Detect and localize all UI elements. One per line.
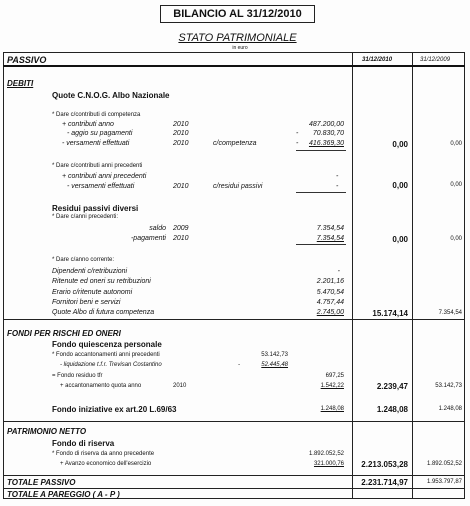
list-item: - versamenti effettuati bbox=[62, 140, 130, 147]
corrente-total: 15.174,14 bbox=[372, 309, 408, 318]
section-line-fondi bbox=[3, 319, 465, 320]
list-item: * Fondo di riserva da anno precedente bbox=[52, 451, 155, 457]
cnog-comp-prev: 0,00 bbox=[450, 141, 462, 147]
list-item: - versamenti effettuati bbox=[67, 183, 135, 190]
cnog-prec-header: * Dare c/contributi anni precedenti bbox=[52, 163, 143, 169]
list-item: 2010 bbox=[173, 130, 189, 137]
list-item: 2010 bbox=[173, 383, 187, 389]
list-item: c/competenza bbox=[213, 140, 257, 147]
totale-passivo-label: TOTALE PASSIVO bbox=[7, 478, 76, 487]
patrimonio-heading: PATRIMONIO NETTO bbox=[7, 427, 87, 436]
subtotal-underline bbox=[296, 192, 346, 193]
list-item: 2.745,00 bbox=[316, 309, 344, 316]
riserva-total: 2.213.053,28 bbox=[361, 460, 408, 469]
header-row-line bbox=[3, 65, 465, 67]
cnog-comp-total: 0,00 bbox=[392, 140, 408, 149]
list-item: + contributi anni precedenti bbox=[62, 173, 147, 180]
list-item: 2010 bbox=[173, 235, 189, 242]
statement-subtitle: STATO PATRIMONIALE bbox=[178, 32, 297, 44]
list-item: - liquidazione t.f.r. Trevisan Costantino bbox=[60, 362, 162, 368]
riserva-prev: 1.892.052,52 bbox=[426, 461, 462, 467]
cnog-comp-header: * Dare c/contributi di competenza bbox=[52, 112, 141, 118]
list-item: - bbox=[296, 140, 299, 147]
unit-label: in euro bbox=[232, 45, 248, 51]
list-item: * Fondo accantonamenti anni precedenti bbox=[52, 352, 160, 358]
column-header-previous: 31/12/2009 bbox=[420, 57, 451, 63]
subtotal-underline bbox=[296, 244, 346, 245]
list-item: -pagamenti bbox=[130, 235, 166, 242]
list-item: 5.470,54 bbox=[316, 289, 344, 296]
list-item: 2010 bbox=[173, 121, 189, 128]
list-item: 697,25 bbox=[325, 373, 344, 379]
list-item: 53.142,73 bbox=[261, 352, 288, 358]
quiescenza-total: 2.239,47 bbox=[376, 382, 408, 391]
cnog-prec-prev: 0,00 bbox=[450, 182, 462, 188]
list-item: - bbox=[337, 268, 340, 275]
list-item: - aggio su pagamenti bbox=[67, 130, 133, 137]
diversi-prev: 0,00 bbox=[450, 236, 462, 242]
quiescenza-prev: 53.142,73 bbox=[435, 383, 462, 389]
diversi-header: * Dare c/anni precedenti: bbox=[52, 214, 119, 220]
total-line-top bbox=[3, 475, 465, 476]
list-item: 7.354,54 bbox=[316, 235, 344, 242]
list-item: 2010 bbox=[173, 140, 189, 147]
list-item: 1.892.052,52 bbox=[308, 451, 344, 457]
list-item: Dipendenti c/retribuzioni bbox=[52, 268, 128, 275]
list-item: + accantonamento quota anno bbox=[60, 383, 142, 389]
fondi-heading: FONDI PER RISCHI ED ONERI bbox=[7, 329, 121, 338]
list-item: 2010 bbox=[173, 183, 189, 190]
list-item: - bbox=[296, 130, 299, 137]
list-item: + contributi anno bbox=[62, 121, 114, 128]
totale-passivo-prev: 1.953.797,87 bbox=[426, 479, 462, 485]
list-item: 2.201,16 bbox=[316, 278, 344, 285]
list-item: 52.445,48 bbox=[261, 362, 288, 368]
list-item: - bbox=[238, 362, 240, 368]
list-item: 4.757,44 bbox=[316, 299, 344, 306]
list-item: 321.000,76 bbox=[313, 461, 344, 467]
corrente-prev: 7.354,54 bbox=[438, 310, 462, 316]
iniziative-prev: 1.248,08 bbox=[438, 406, 462, 412]
section-line-patrimonio bbox=[3, 421, 465, 422]
iniziative-amount: 1.248,08 bbox=[320, 406, 344, 412]
iniziative-total: 1.248,08 bbox=[376, 405, 408, 414]
diversi-total: 0,00 bbox=[392, 235, 408, 244]
cnog-prec-total: 0,00 bbox=[392, 181, 408, 190]
cnog-title: Quote C.N.O.G. Albo Nazionale bbox=[52, 91, 170, 100]
list-item: + Avanzo economico dell'esercizio bbox=[60, 461, 152, 467]
page-title: BILANCIO AL 31/12/2010 bbox=[160, 5, 315, 23]
list-item: - bbox=[336, 183, 339, 190]
list-item: 487.200,00 bbox=[308, 121, 344, 128]
column-divider-current bbox=[352, 52, 353, 499]
list-item: Erario c/ritenute autonomi bbox=[52, 289, 133, 296]
corrente-header: * Dare c/anno corrente: bbox=[52, 257, 115, 263]
iniziative-title: Fondo iniziative ex art.20 L.69/63 bbox=[52, 405, 177, 414]
list-item: saldo bbox=[149, 225, 166, 232]
totale-passivo-value: 2.231.714,97 bbox=[361, 478, 408, 487]
quiescenza-title: Fondo quiescenza personale bbox=[52, 340, 162, 349]
list-item: 7.354,54 bbox=[316, 225, 344, 232]
column-header-current: 31/12/2010 bbox=[362, 57, 393, 63]
list-item: - bbox=[336, 173, 339, 180]
list-item: Ritenute ed oneri su retribuzioni bbox=[52, 278, 151, 285]
diversi-title: Residui passivi diversi bbox=[52, 204, 139, 213]
totale-pareggio-label: TOTALE A PAREGGIO ( A - P ) bbox=[7, 490, 120, 499]
column-divider-previous bbox=[412, 52, 413, 499]
list-item: 70.830,70 bbox=[312, 130, 344, 137]
section-passivo-heading: PASSIVO bbox=[7, 55, 47, 65]
list-item: Fornitori beni e servizi bbox=[52, 299, 121, 306]
list-item: 1.542,22 bbox=[320, 383, 344, 389]
total-line-mid bbox=[3, 488, 465, 489]
subtotal-underline bbox=[296, 150, 346, 151]
list-item: Quote Albo di futura competenza bbox=[52, 309, 155, 316]
debiti-heading: DEBITI bbox=[7, 79, 34, 88]
list-item: = Fondo residuo tfr bbox=[52, 373, 103, 379]
list-item: 2009 bbox=[173, 225, 189, 232]
list-item: c/residui passivi bbox=[213, 183, 263, 190]
riserva-title: Fondo di riserva bbox=[52, 439, 115, 448]
list-item: 416.369,30 bbox=[308, 140, 344, 147]
